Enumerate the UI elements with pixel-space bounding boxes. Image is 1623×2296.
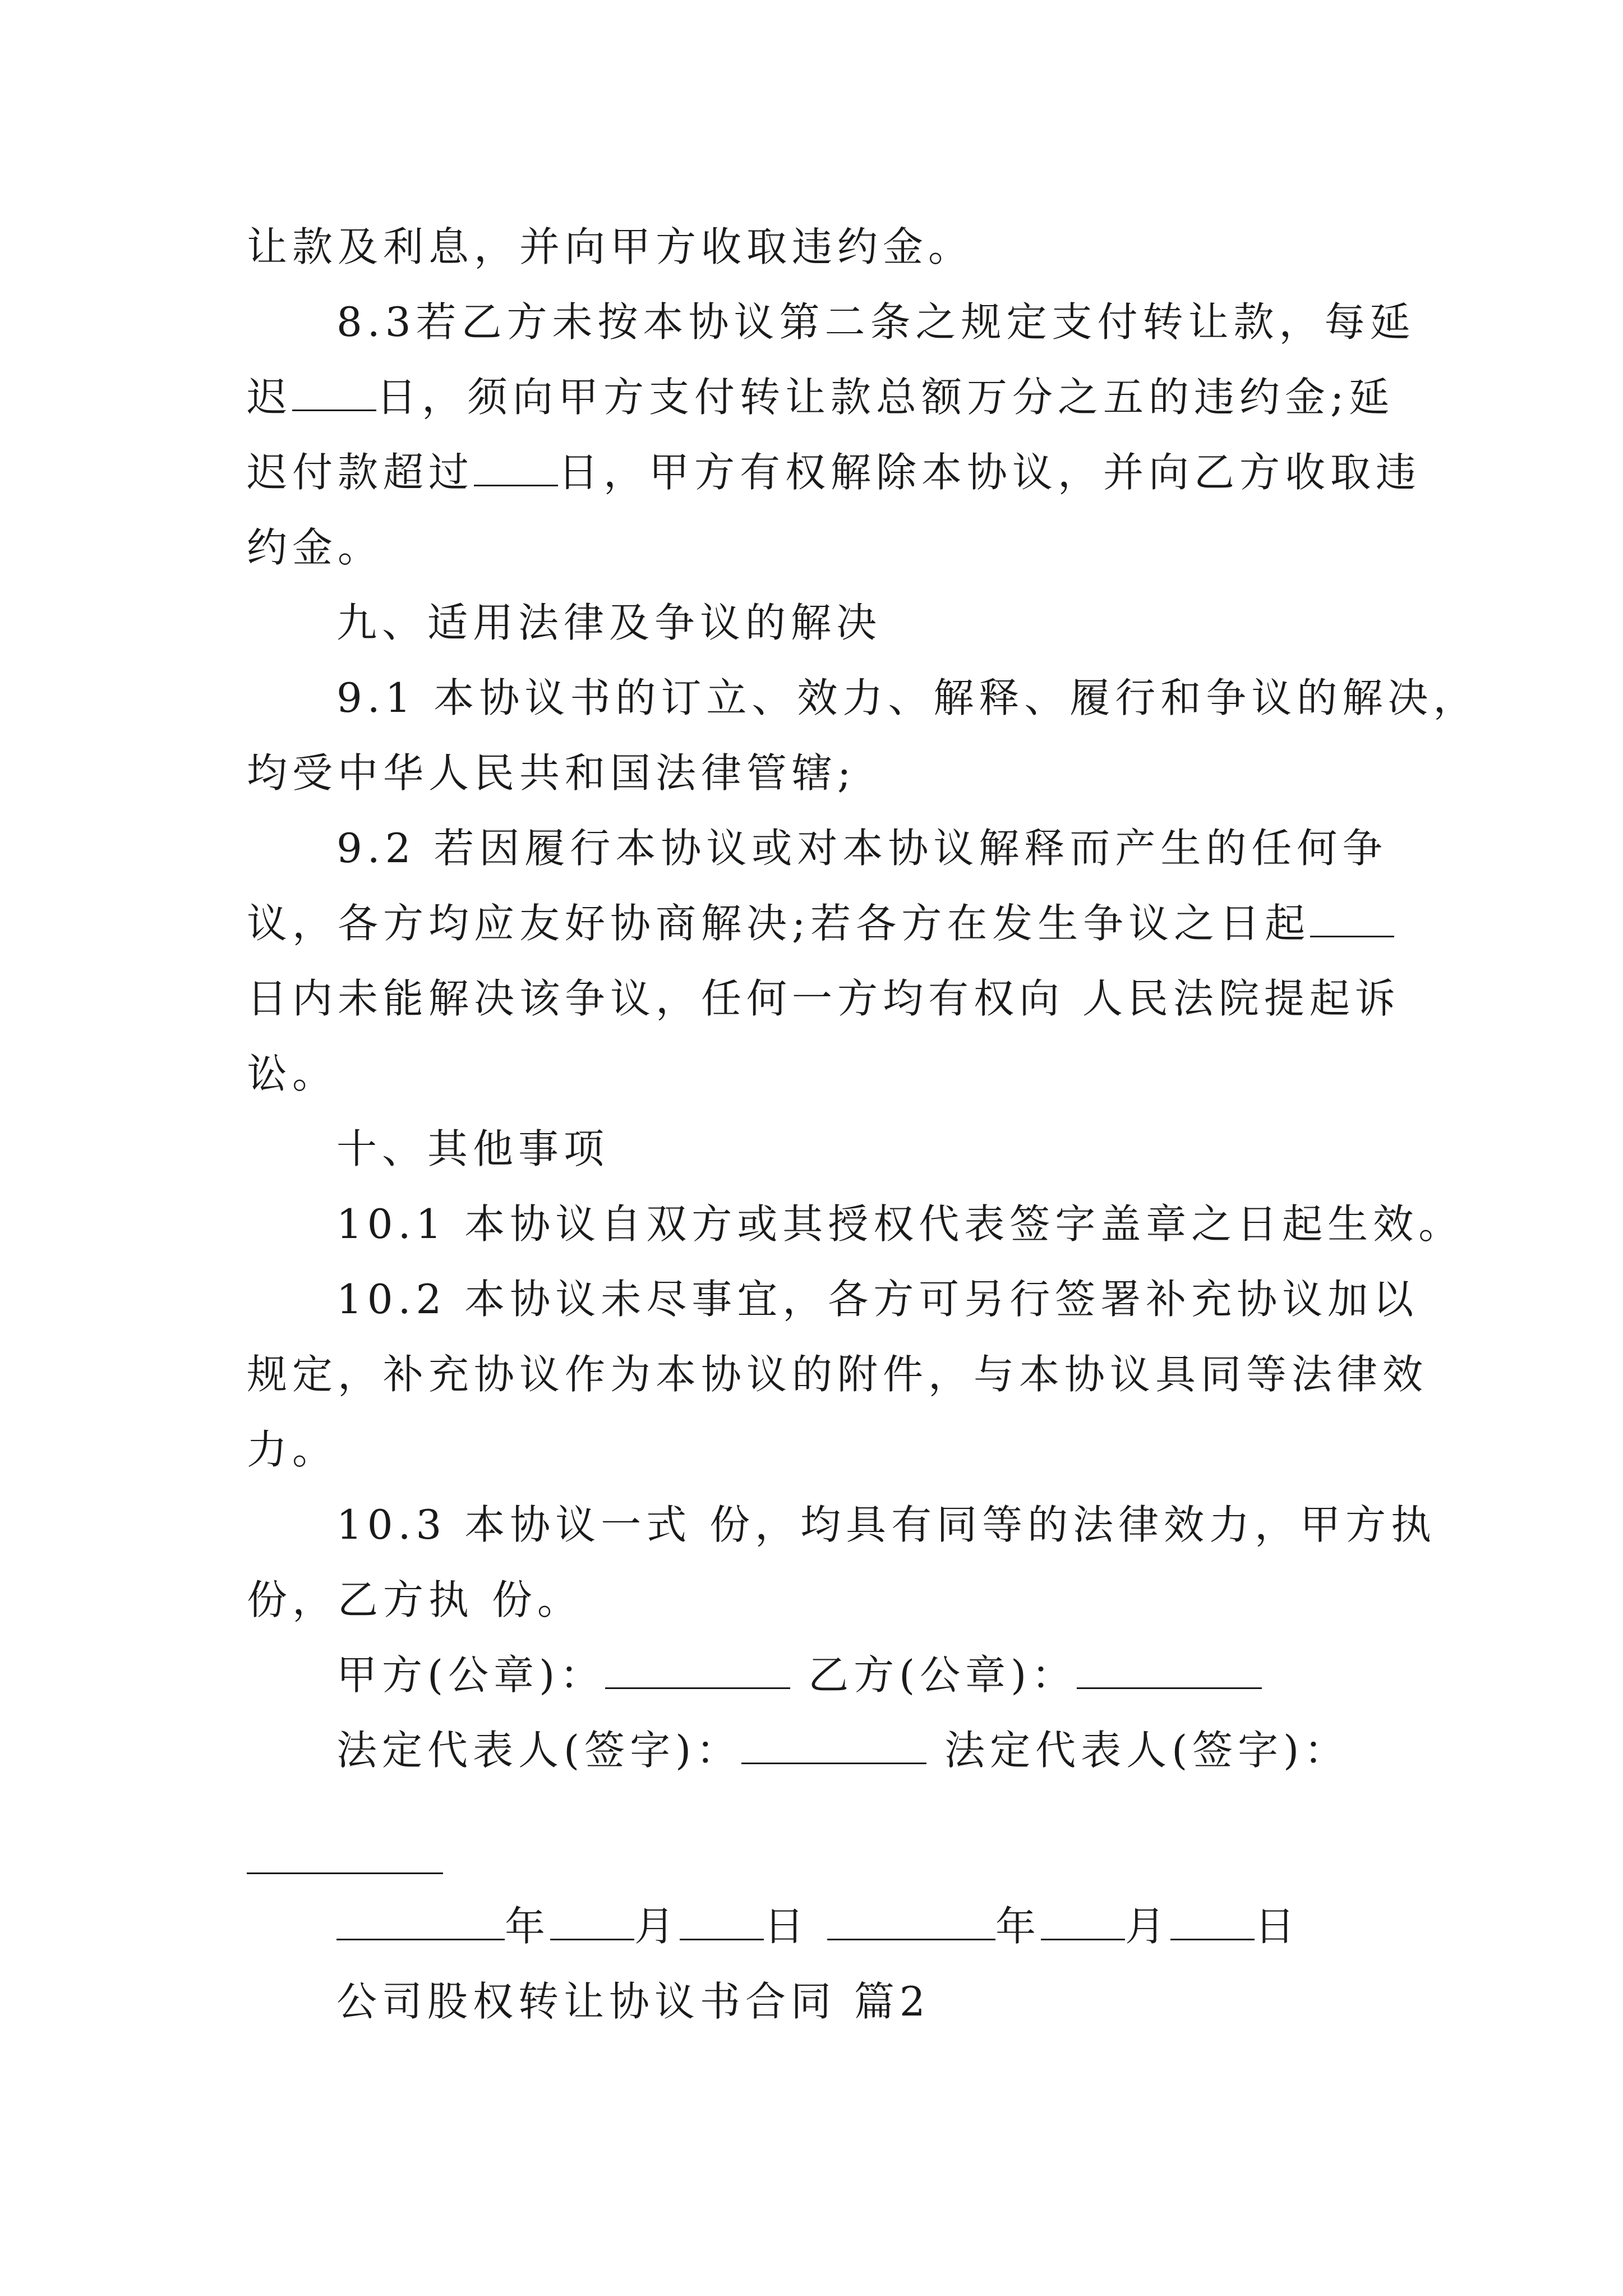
clause-9-2-line-2: 议，各方均应友好协商解决;若各方在发生争议之日起 [247,896,1391,950]
year-blank [336,1902,505,1940]
clause-10-3-line-1: 10.3 本协议一式 份，均具有同等的法律效力，甲方执 [336,1501,1437,1548]
clause-10-3-line-2: 份，乙方执 份。 [247,1576,583,1623]
clause-8-3-line-1: 8.3若乙方未按本协议第二条之规定支付转让款，每延 [336,298,1415,346]
clause-9-2-line-4: 讼。 [247,1050,338,1097]
clause-8-3-line-4: 约金。 [247,524,384,571]
party-a-seal-blank [605,1651,790,1689]
clause-9-1-line-2: 均受中华人民共和国法律管辖; [247,749,856,797]
paragraph-line: 让款及利息，并向甲方收取违约金。 [247,223,974,270]
party-a-representative-blank [741,1726,926,1764]
month-blank [1041,1902,1125,1940]
clause-10-2-line-2: 规定，补充协议作为本协议的附件，与本协议具同等法律效 [247,1351,1428,1398]
signature-seal-row: 甲方(公章)： 乙方(公章)： [336,1648,1481,1702]
clause-10-2-line-3: 力。 [247,1426,338,1473]
clause-10-1-line-1: 10.1 本协议自双方或其授权代表签字盖章之日起生效。 [336,1200,1464,1248]
clause-9-2-line-1: 9.2 若因履行本协议或对本协议解释而产生的任何争 [336,825,1388,872]
section-heading-9: 九、适用法律及争议的解决 [336,599,882,646]
day-blank [1170,1902,1255,1940]
signature-representative-row: 法定代表人(签字)： 法定代表人(签字)： [336,1727,1350,1774]
blank-field [474,448,558,486]
month-blank [550,1902,634,1940]
next-section-title: 公司股权转让协议书合同 篇2 [336,1978,930,2025]
party-b-representative-blank [247,1872,443,1874]
party-b-seal-blank [1077,1651,1262,1689]
clause-8-3-line-3: 迟付款超过 日，甲方有权解除本协议，并向乙方收取违 [247,449,1422,496]
blank-field [292,373,376,411]
clause-10-2-line-1: 10.2 本协议未尽事宜，各方可另行签署补充协议加以 [336,1276,1419,1323]
blank-field [1310,899,1394,937]
year-blank [827,1902,995,1940]
clause-9-1-line-1: 9.1 本协议书的订立、效力、解释、履行和争议的解决， [336,674,1479,721]
clause-9-2-line-3: 日内未能解决该争议，任何一方均有权向 人民法院提起诉 [247,975,1400,1022]
day-blank [680,1902,764,1940]
signature-date-row: 年 月 日 年 月 日 [336,1899,1481,1953]
section-heading-10: 十、其他事项 [336,1125,610,1172]
clause-8-3-line-2: 迟 日，须向甲方支付转让款总额万分之五的违约金;延 [247,374,1395,421]
